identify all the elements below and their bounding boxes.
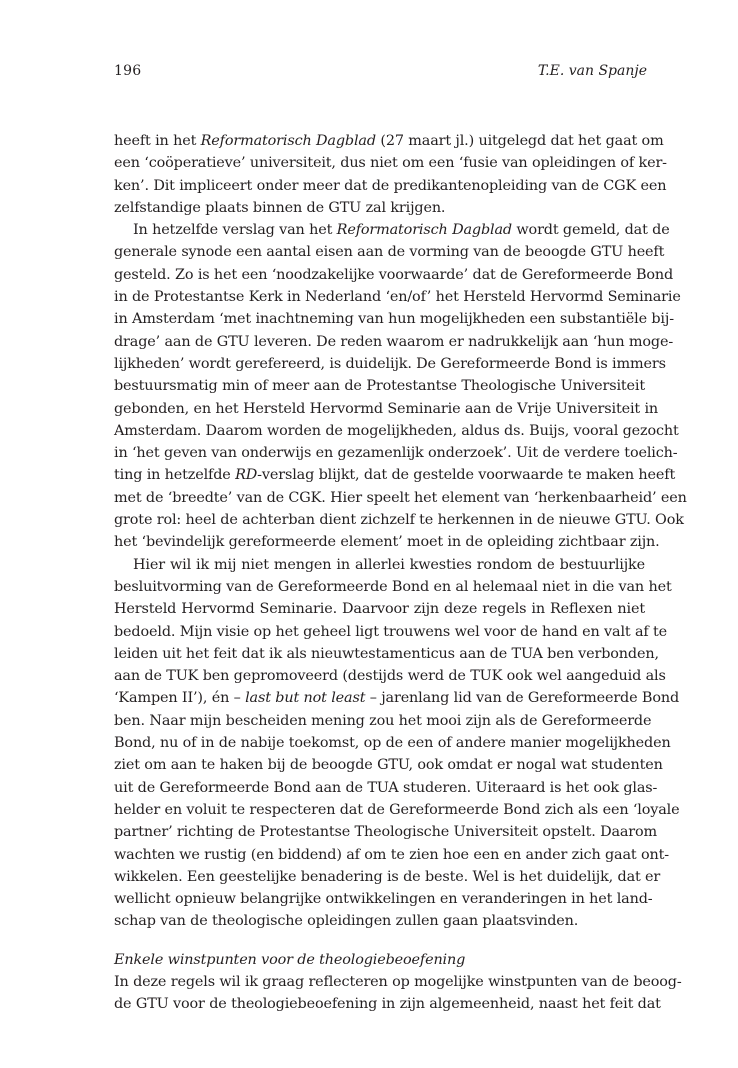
text-line — [114, 130, 664, 152]
text-line — [114, 331, 674, 353]
text-line — [114, 353, 666, 375]
running-head: T.E. van Spanje — [537, 63, 647, 79]
section-heading: Enkele winstpunten voor de theologiebeoefening — [114, 951, 466, 968]
text-line — [114, 420, 679, 442]
text-line — [114, 152, 667, 174]
text-line — [114, 888, 653, 910]
text-segment: ziet om aan te haken bij de beoogde GTU, ook omdat er nogal wat studenten — [114, 757, 663, 774]
text-line — [114, 308, 674, 330]
text-line — [114, 197, 645, 219]
text-segment: gebonden, en het Hersteld Hervormd Seminarie aan de Vrije Universiteit in — [114, 400, 659, 417]
text-segment: bestuursmatig min of meer aan de Protestantse Theologische Universiteit — [114, 378, 645, 395]
section-gap — [114, 933, 645, 949]
text-line — [114, 241, 665, 263]
text-segment: -verslag blijkt, dat de gestelde voorwaarde te maken heeft — [257, 467, 676, 484]
text-segment: aan de TUK ben gepromoveerd (destijds werd de TUK ook wel aangeduid als — [114, 668, 666, 685]
text-line — [114, 821, 658, 843]
text-segment: Amsterdam. Daarom worden de mogelijkheden, aldus ds. Buijs, vooral gezocht — [114, 422, 679, 439]
text-line — [114, 621, 667, 643]
paragraphs — [114, 130, 687, 933]
italic-text: RD — [235, 467, 258, 484]
text-segment: helder en voluit te respecteren dat de Gereformeerde Bond zich als een ‘loyale — [114, 801, 680, 818]
text-segment: uit de Gereformeerde Bond aan de TUA studeren. Uiteraard is het ook glas- — [114, 779, 658, 796]
text-segment: (27 maart jl.) uitgelegd dat het gaat om — [375, 133, 664, 149]
text-segment: lijkheden’ wordt gerefereerd, is duidelijk. De Gereformeerde Bond is immers — [114, 355, 666, 372]
text-line — [114, 799, 680, 821]
text-line — [114, 398, 659, 420]
text-segment: grote rol: heel de achterban dient zichzelf te herkennen in de nieuwe GTU. Ook — [114, 512, 684, 529]
italic-text: Reformatorisch Dagblad — [336, 222, 512, 239]
body-text — [114, 130, 687, 1016]
text-segment: ting in hetzelfde — [114, 467, 236, 484]
italic-text: Reformatorisch Dagblad — [200, 133, 376, 149]
paragraph — [114, 554, 680, 933]
text-segment: heeft in het — [114, 133, 201, 149]
text-line — [114, 442, 678, 464]
text-line — [114, 732, 671, 754]
text-line — [114, 777, 658, 799]
closing-paragraph — [114, 971, 682, 1016]
text-segment: ben. Naar mijn bescheiden mening zou het mooi zijn als de Gereformeerde — [114, 712, 652, 729]
text-segment: generale synode een aantal eisen aan de vorming van de beoogde GTU heeft — [114, 244, 665, 261]
text-line — [114, 554, 645, 576]
text-segment: wikkelen. Een geestelijke benadering is de beste. Wel is het duidelijk, dat er — [114, 868, 661, 885]
text-line — [114, 576, 672, 598]
text-segment: in Amsterdam ‘met inachtneming van hun mogelijkheden een substantiële bij- — [114, 311, 674, 328]
text-segment: schap van de theologische opleidingen zullen gaan plaatsvinden. — [114, 913, 579, 930]
text-line — [114, 375, 645, 397]
text-line — [114, 643, 659, 665]
text-segment: In deze regels wil ik graag reflecteren op mogelijke winstpunten van de beoog- — [114, 973, 682, 990]
text-segment: een ‘coöperatieve’ universiteit, dus niet om een ‘fusie van opleidingen of ker- — [114, 155, 667, 172]
text-line — [114, 264, 674, 286]
text-segment: In hetzelfde verslag van het — [133, 222, 337, 239]
text-segment: in de Protestantse Kerk in Nederland ‘en/of’ het Hersteld Hervormd Seminarie — [114, 289, 681, 306]
text-line — [114, 687, 680, 709]
text-segment: met de ‘breedte’ van de CGK. Hier speelt het element van ‘herkenbaarheid’ een — [114, 489, 687, 506]
text-segment: gesteld. Zo is het een ‘noodzakelijke voorwaarde’ dat de Gereformeerde Bond — [114, 266, 674, 283]
text-line — [114, 286, 681, 308]
text-line — [114, 993, 661, 1015]
text-segment: wordt gemeld, dat de — [511, 222, 670, 239]
text-segment: Hersteld Hervormd Seminarie. Daarvoor zijn deze regels in Reflexen niet — [114, 601, 645, 618]
text-segment: Bond, nu of in de nabije toekomst, op de een of andere manier mogelijkheden — [114, 735, 671, 752]
text-segment: zelfstandige plaats binnen de GTU zal krijgen. — [114, 199, 446, 216]
text-line — [114, 971, 682, 993]
italic-text: last but not least — [245, 690, 366, 707]
text-line — [114, 844, 669, 866]
text-segment: drage’ aan de GTU leveren. De reden waarom er nadrukkelijk aan ‘hun moge- — [114, 333, 674, 350]
text-line — [114, 175, 667, 197]
paragraph — [114, 130, 667, 219]
text-segment: in ‘het geven van onderwijs en gezamenlijk onderzoek’. Uit de verdere toelich- — [114, 445, 678, 462]
text-segment: het ‘bevindelijk gereformeerde element’ moet in de opleiding zichtbaar zijn. — [114, 534, 660, 551]
text-line — [114, 598, 645, 620]
text-segment: besluitvorming van de Gereformeerde Bond en al helemaal niet in die van het — [114, 578, 672, 595]
paragraph — [114, 219, 687, 553]
page-number: 196 — [114, 63, 142, 79]
text-segment: – jarenlang lid van de Gereformeerde Bond — [365, 690, 680, 707]
text-line — [114, 509, 684, 531]
text-line — [114, 665, 666, 687]
text-segment: de GTU voor de theologiebeoefening in zijn algemeenheid, naast het feit dat — [114, 996, 661, 1013]
text-line — [114, 866, 661, 888]
text-line — [114, 710, 652, 732]
text-line — [114, 910, 645, 932]
text-line — [114, 219, 670, 241]
text-line — [114, 487, 687, 509]
text-segment: ken’. Dit impliceert onder meer dat de predikantenopleiding van de CGK een — [114, 177, 667, 194]
text-segment: ‘Kampen II’), én – — [114, 690, 246, 707]
text-segment: wachten we rustig (en biddend) af om te zien hoe een en ander zich gaat ont- — [114, 846, 669, 863]
text-segment: wellicht opnieuw belangrijke ontwikkelingen en veranderingen in het land- — [114, 891, 653, 908]
text-segment: Hier wil ik mij niet mengen in allerlei kwesties rondom de bestuurlijke — [133, 556, 645, 573]
text-line — [114, 531, 660, 553]
text-line — [114, 464, 676, 486]
text-segment: leiden uit het feit dat ik als nieuwtestamenticus aan de TUA ben verbonden, — [114, 645, 659, 662]
text-segment: partner’ richting de Protestantse Theologische Universiteit opstelt. Daarom — [114, 824, 658, 841]
text-segment: bedoeld. Mijn visie op het geheel ligt trouwens wel voor de hand en valt af te — [114, 623, 667, 640]
text-line — [114, 754, 663, 776]
